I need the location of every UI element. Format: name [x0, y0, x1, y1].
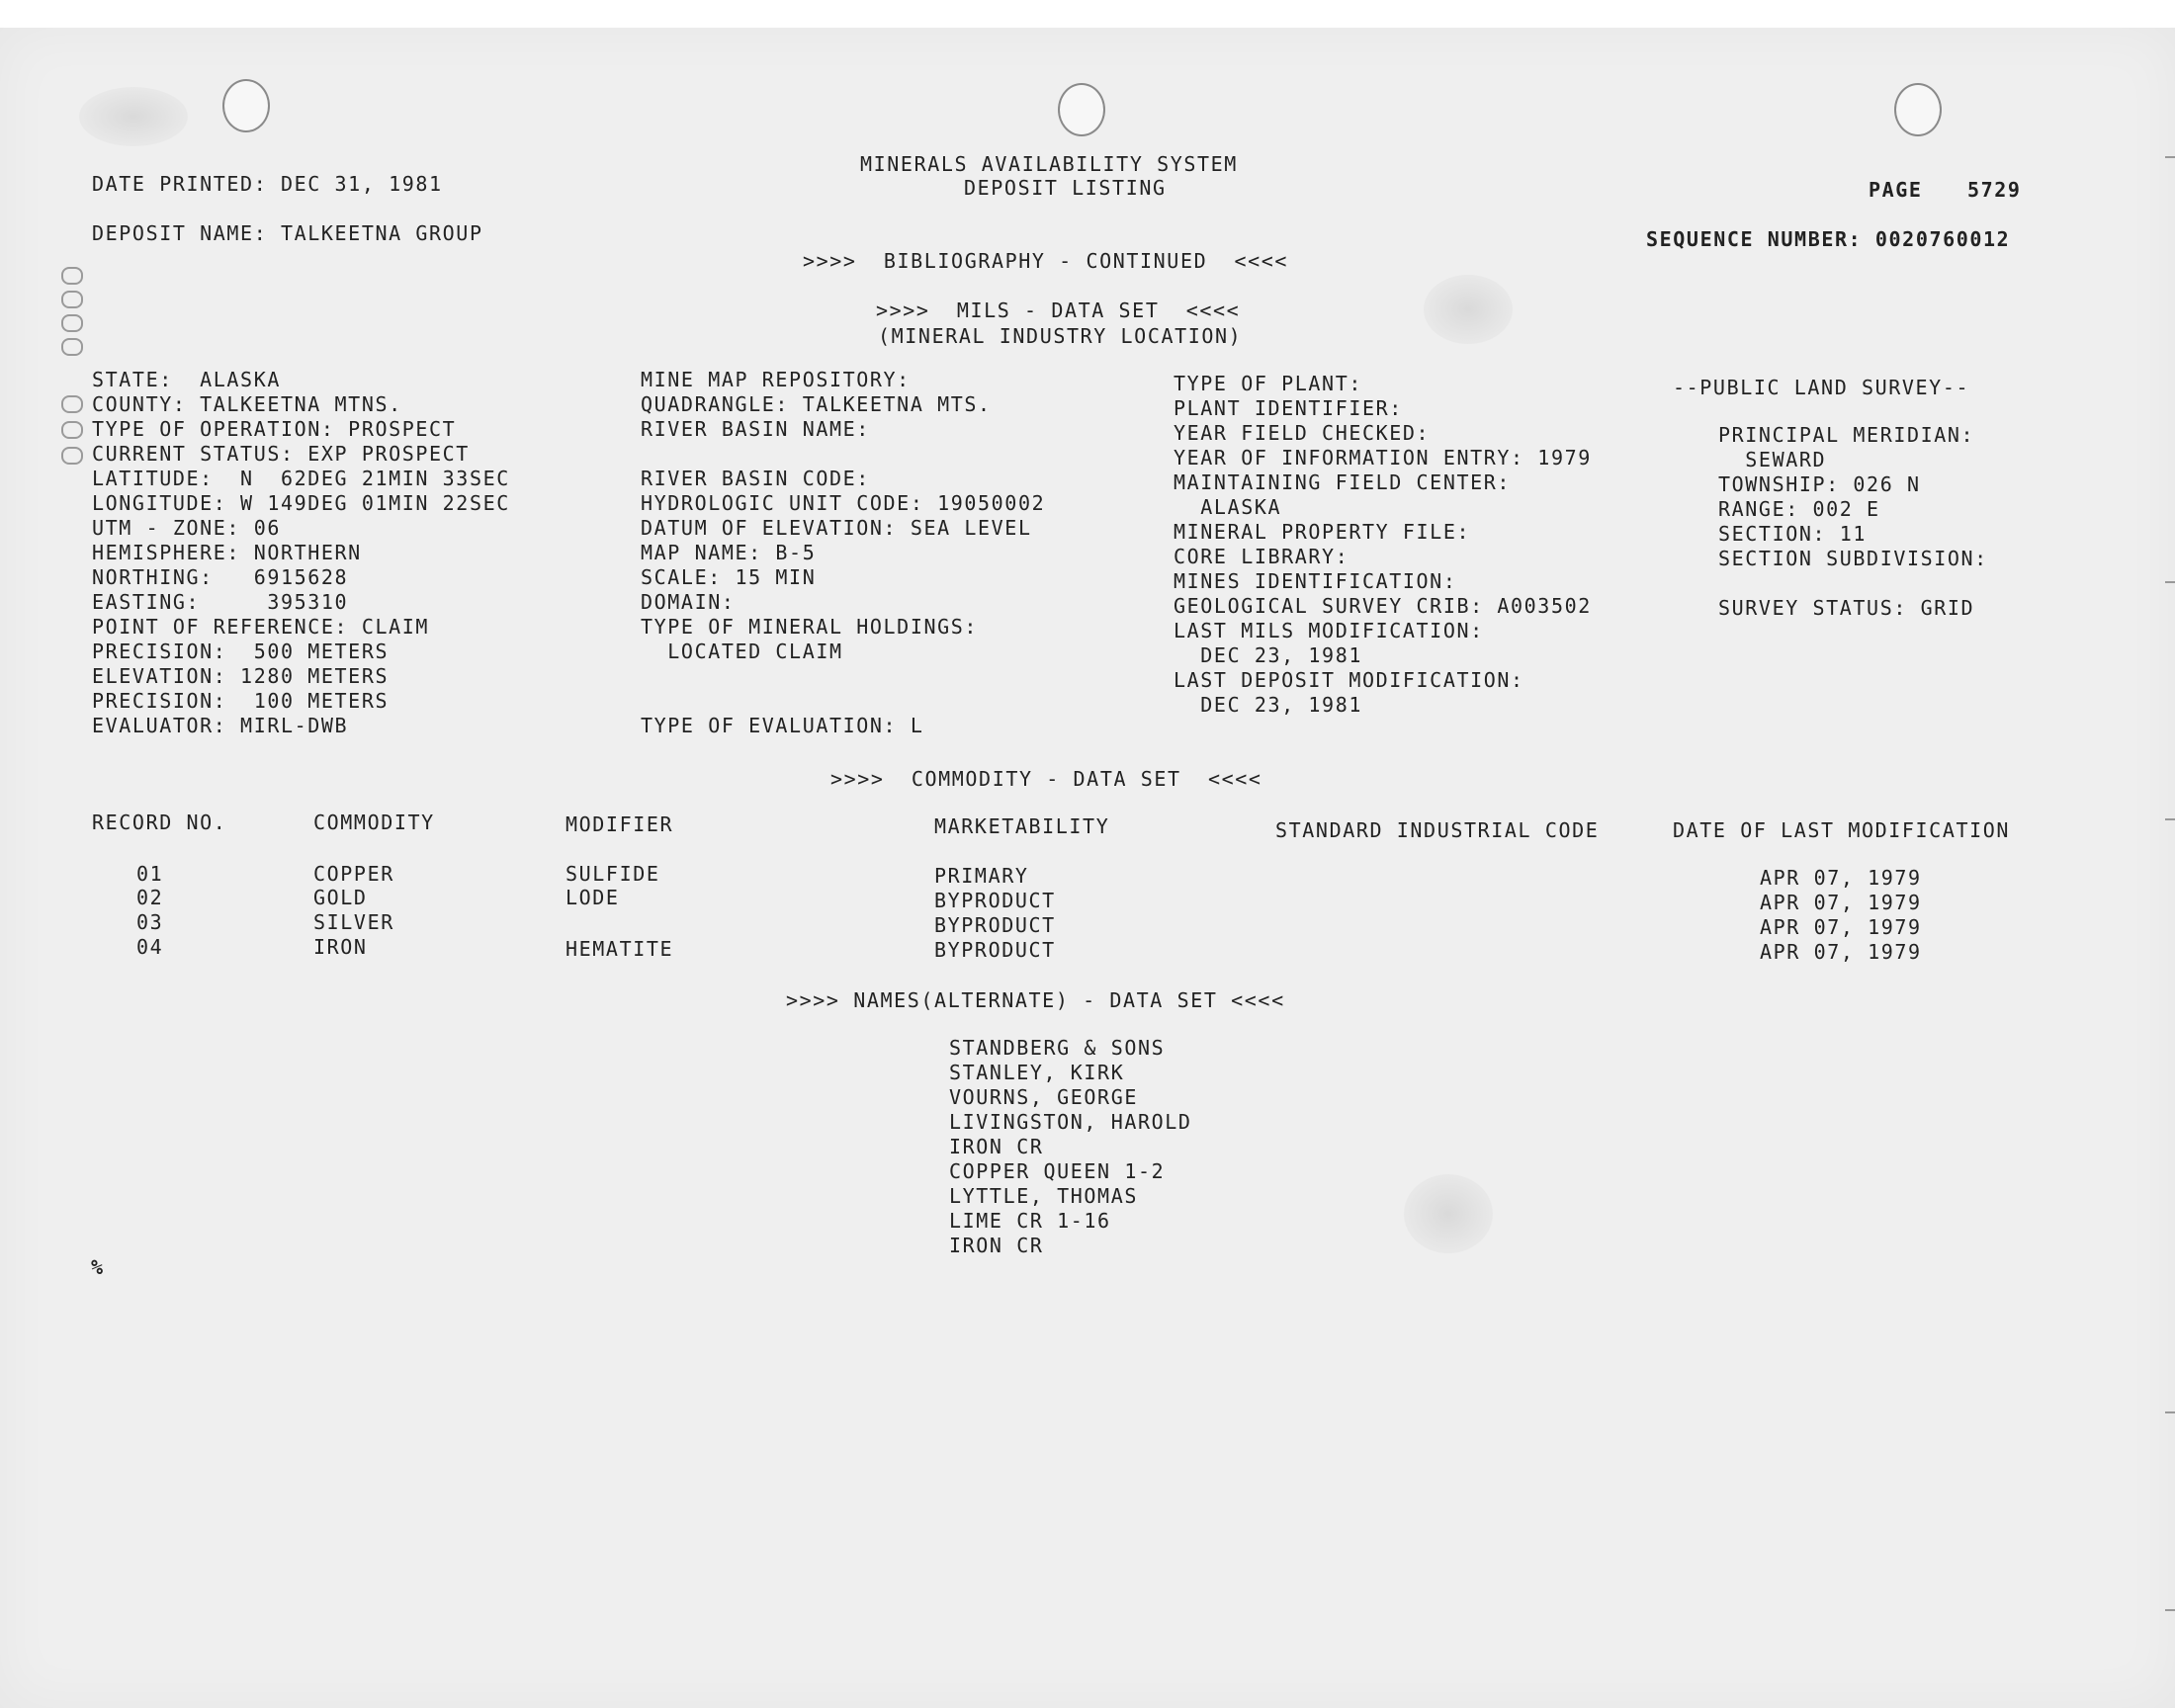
- field-precision: PRECISION: 500 METERS: [92, 640, 390, 663]
- field-state: STATE: ALASKA: [92, 368, 281, 391]
- date-printed: DATE PRINTED: DEC 31, 1981: [92, 172, 443, 196]
- field-domain: DOMAIN:: [641, 590, 736, 614]
- smudge: [79, 87, 188, 146]
- field-plant-identifier: PLANT IDENTIFIER:: [1174, 396, 1403, 420]
- margin-mark: [61, 395, 83, 413]
- cell-date: APR 07, 1979: [1760, 940, 1922, 964]
- col-header-marketability: MARKETABILITY: [934, 814, 1110, 838]
- field-river-basin-name: RIVER BASIN NAME:: [641, 417, 870, 441]
- punch-hole-left: [222, 79, 270, 132]
- field-township: TOWNSHIP: 026 N: [1718, 472, 1921, 496]
- field-section: SECTION: 11: [1718, 522, 1868, 546]
- field-type-of-plant: TYPE OF PLANT:: [1174, 372, 1362, 395]
- list-item: LYTTLE, THOMAS: [949, 1184, 1138, 1208]
- list-item: STANDBERG & SONS: [949, 1036, 1166, 1060]
- alternate-names-list: [949, 1036, 1192, 1258]
- edge-tick: [2165, 1411, 2175, 1413]
- page-label: PAGE: [1869, 178, 1923, 202]
- field-core-library: CORE LIBRARY:: [1174, 545, 1349, 568]
- deposit-name: DEPOSIT NAME: TALKEETNA GROUP: [92, 221, 483, 245]
- field-principal-meridian: PRINCIPAL MERIDIAN:: [1718, 423, 1975, 447]
- smudge: [1404, 1174, 1493, 1253]
- field-last-deposit-modification-value: DEC 23, 1981: [1174, 693, 1362, 717]
- field-easting: EASTING: 395310: [92, 590, 349, 614]
- field-scale: SCALE: 15 MIN: [641, 565, 817, 589]
- list-item: LIVINGSTON, HAROLD: [949, 1110, 1192, 1134]
- edge-tick: [2165, 581, 2175, 583]
- smudge: [1424, 275, 1513, 344]
- col-header-commodity: COMMODITY: [313, 811, 435, 834]
- margin-mark: [61, 291, 83, 308]
- field-map-name: MAP NAME: B-5: [641, 541, 817, 564]
- land-survey-heading: --PUBLIC LAND SURVEY--: [1673, 376, 1970, 399]
- punch-hole-center: [1058, 83, 1105, 136]
- field-longitude: LONGITUDE: W 149DEG 01MIN 22SEC: [92, 491, 510, 515]
- cell-commodity: GOLD: [313, 886, 368, 909]
- mils-subheading: (MINERAL INDUSTRY LOCATION): [878, 324, 1243, 348]
- cell-marketability: BYPRODUCT: [934, 938, 1056, 962]
- edge-tick: [2165, 1609, 2175, 1611]
- cell-commodity: SILVER: [313, 910, 394, 934]
- margin-mark: [61, 267, 83, 285]
- field-evaluator: EVALUATOR: MIRL-DWB: [92, 714, 349, 737]
- col-header-modifier: MODIFIER: [566, 812, 674, 836]
- field-range: RANGE: 002 E: [1718, 497, 1880, 521]
- field-mine-map-repository: MINE MAP REPOSITORY:: [641, 368, 911, 391]
- col-header-record-no: RECORD NO.: [92, 811, 227, 834]
- field-point-of-reference: POINT OF REFERENCE: CLAIM: [92, 615, 430, 639]
- field-mineral-holdings-value: LOCATED CLAIM: [641, 640, 843, 663]
- cell-modifier: LODE: [566, 886, 620, 909]
- col-header-date-of-last-modification: DATE OF LAST MODIFICATION: [1673, 818, 2011, 842]
- field-operation-type: TYPE OF OPERATION: PROSPECT: [92, 417, 457, 441]
- punch-hole-right: [1894, 83, 1942, 136]
- field-last-mils-modification-value: DEC 23, 1981: [1174, 643, 1362, 667]
- cell-marketability: PRIMARY: [934, 864, 1029, 888]
- mils-column-hydrology: [641, 467, 1045, 664]
- field-elevation: ELEVATION: 1280 METERS: [92, 664, 390, 688]
- cell-commodity: IRON: [313, 935, 368, 959]
- cell-modifier: HEMATITE: [566, 937, 674, 961]
- field-geological-survey-crib: GEOLOGICAL SURVEY CRIB: A003502: [1174, 594, 1592, 618]
- edge-tick: [2165, 156, 2175, 158]
- field-hemisphere: HEMISPHERE: NORTHERN: [92, 541, 362, 564]
- field-mineral-property-file: MINERAL PROPERTY FILE:: [1174, 520, 1471, 544]
- field-year-field-checked: YEAR FIELD CHECKED:: [1174, 421, 1431, 445]
- field-maintaining-field-center-value: ALASKA: [1174, 495, 1282, 519]
- margin-mark: [61, 447, 83, 465]
- margin-mark: [61, 338, 83, 356]
- field-latitude: LATITUDE: N 62DEG 21MIN 33SEC: [92, 467, 510, 490]
- cell-marketability: BYPRODUCT: [934, 913, 1056, 937]
- footer-percent-mark: %: [91, 1255, 105, 1279]
- field-section-subdivision: SECTION SUBDIVISION:: [1718, 547, 1988, 570]
- mils-column-plant: [1174, 372, 1592, 718]
- field-utm-zone: UTM - ZONE: 06: [92, 516, 281, 540]
- mils-heading: >>>> MILS - DATA SET <<<<: [876, 299, 1241, 322]
- mils-column-map: [641, 368, 992, 442]
- mils-column-land-survey: [1718, 423, 1988, 621]
- field-datum-of-elevation: DATUM OF ELEVATION: SEA LEVEL: [641, 516, 1032, 540]
- field-year-of-information-entry: YEAR OF INFORMATION ENTRY: 1979: [1174, 446, 1592, 470]
- margin-mark: [61, 421, 83, 439]
- sequence-number: SEQUENCE NUMBER: 0020760012: [1646, 227, 2011, 251]
- field-blank: [1718, 571, 1988, 596]
- cell-modifier: SULFIDE: [566, 862, 660, 886]
- list-item: IRON CR: [949, 1135, 1044, 1158]
- field-current-status: CURRENT STATUS: EXP PROSPECT: [92, 442, 470, 466]
- commodity-heading: >>>> COMMODITY - DATA SET <<<<: [830, 767, 1262, 791]
- edge-tick: [2165, 818, 2175, 820]
- cell-record-no: 04: [136, 935, 164, 959]
- system-title: MINERALS AVAILABILITY SYSTEM: [860, 152, 1238, 176]
- field-principal-meridian-value: SEWARD: [1718, 448, 1827, 471]
- field-mineral-holdings: TYPE OF MINERAL HOLDINGS:: [641, 615, 979, 639]
- field-river-basin-code: RIVER BASIN CODE:: [641, 467, 870, 490]
- field-survey-status: SURVEY STATUS: GRID: [1718, 596, 1975, 620]
- field-maintaining-field-center: MAINTAINING FIELD CENTER:: [1174, 470, 1512, 494]
- cell-date: APR 07, 1979: [1760, 915, 1922, 939]
- list-item: COPPER QUEEN 1-2: [949, 1159, 1166, 1183]
- col-header-sic: STANDARD INDUSTRIAL CODE: [1275, 818, 1600, 842]
- list-item: STANLEY, KIRK: [949, 1061, 1125, 1084]
- cell-commodity: COPPER: [313, 862, 394, 886]
- field-last-mils-modification: LAST MILS MODIFICATION:: [1174, 619, 1484, 642]
- page-number: 5729: [1967, 178, 2022, 202]
- field-type-of-evaluation: TYPE OF EVALUATION: L: [641, 714, 924, 737]
- listing-title: DEPOSIT LISTING: [964, 176, 1167, 200]
- cell-date: APR 07, 1979: [1760, 866, 1922, 890]
- field-northing: NORTHING: 6915628: [92, 565, 349, 589]
- cell-record-no: 03: [136, 910, 164, 934]
- cell-date: APR 07, 1979: [1760, 891, 1922, 914]
- field-hydrologic-unit-code: HYDROLOGIC UNIT CODE: 19050002: [641, 491, 1046, 515]
- field-county: COUNTY: TALKEETNA MTNS.: [92, 392, 402, 416]
- list-item: IRON CR: [949, 1234, 1044, 1257]
- field-quadrangle: QUADRANGLE: TALKEETNA MTS.: [641, 392, 992, 416]
- field-last-deposit-modification: LAST DEPOSIT MODIFICATION:: [1174, 668, 1524, 692]
- cell-record-no: 01: [136, 862, 164, 886]
- margin-mark: [61, 314, 83, 332]
- list-item: LIME CR 1-16: [949, 1209, 1111, 1233]
- cell-record-no: 02: [136, 886, 164, 909]
- names-heading: >>>> NAMES(ALTERNATE) - DATA SET <<<<: [786, 988, 1285, 1012]
- cell-marketability: BYPRODUCT: [934, 889, 1056, 912]
- list-item: VOURNS, GEORGE: [949, 1085, 1138, 1109]
- field-elevation-precision: PRECISION: 100 METERS: [92, 689, 390, 713]
- bibliography-heading: >>>> BIBLIOGRAPHY - CONTINUED <<<<: [803, 249, 1289, 273]
- mils-column-location: [92, 368, 510, 738]
- field-mines-identification: MINES IDENTIFICATION:: [1174, 569, 1457, 593]
